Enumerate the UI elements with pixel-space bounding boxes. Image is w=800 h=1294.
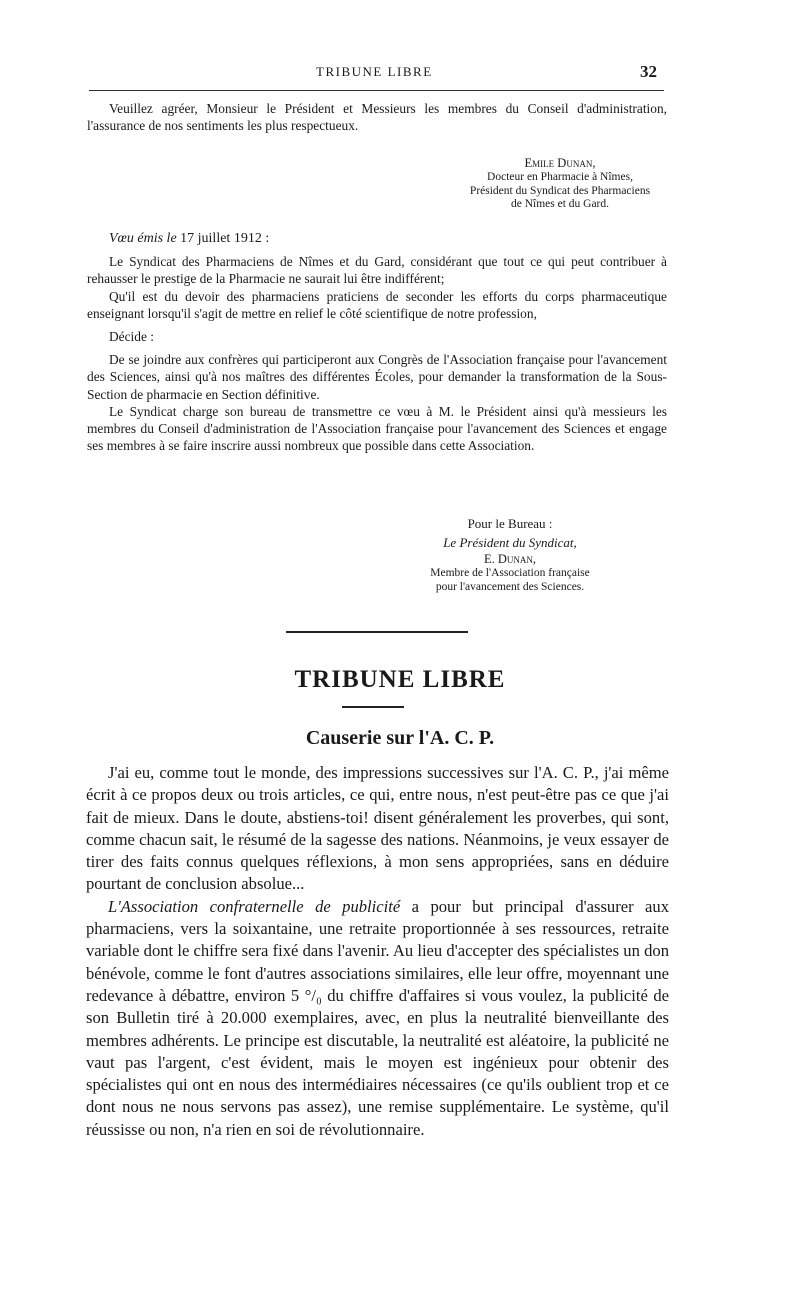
article-body: [86, 762, 669, 1141]
letter-signature: [440, 156, 680, 212]
running-title: TRIBUNE LIBRE: [316, 64, 433, 79]
article-para-2: [86, 896, 669, 1141]
running-header: [0, 62, 800, 82]
resolution-decide: Décide :: [109, 329, 154, 345]
section-divider: [286, 631, 468, 633]
page-number: 32: [640, 62, 657, 81]
resolution-signature-line-2: Le Président du Syndicat,: [443, 535, 577, 550]
resolution-para-3: De se joindre aux confrères qui participeront aux Congrès de l'Association française pour l'avancement des Sciences, ainsi qu'à nos maîtres des différentes Écoles, pour demander la transformation de la Sous-Section de pharmacie en Section définitive.: [87, 352, 667, 402]
resolution-para-1: Le Syndicat des Pharmaciens de Nîmes et du Gard, considérant que tout ce qui peut contribuer à rehausser le prestige de la Pharmacie ne saurait lui être indifférent;: [87, 254, 667, 287]
signature-title-2: Président du Syndicat des Pharmaciens: [469, 184, 651, 197]
resolution-signature-line-1: Pour le Bureau :: [467, 516, 553, 531]
resolution-signature-name: E. Dunan,: [483, 552, 537, 566]
resolution-heading: [87, 230, 667, 247]
section-title: TRIBUNE LIBRE: [294, 666, 506, 693]
resolution-signature: [390, 514, 630, 594]
letter-closing: [87, 100, 667, 134]
signature-title-3: de Nîmes et du Gard.: [510, 198, 610, 210]
resolution-heading-date: 17 juillet 1912 :: [180, 231, 270, 246]
resolution-para-4: Le Syndicat charge son bureau de transmettre ce vœu à M. le Président ainsi qu'à messieurs les membres du Conseil d'administration de l'Association française pour l'avancement des Sciences et engage ses membres à se faire inscrire aussi nombreux que possible dans cette Association.: [87, 403, 667, 454]
header-rule: [89, 90, 664, 91]
article-para-2-italic: L'Association confraternelle de publicité: [108, 896, 401, 916]
resolution-para-2: Qu'il est du devoir des pharmaciens praticiens de seconder les efforts du corps pharmaceutique enseignant lorsqu'il s'agit de mettre en relief le côté scientifique de notre profession,: [87, 288, 667, 321]
resolution-heading-italic: Vœu émis le: [109, 231, 177, 246]
article-title: Causerie sur l'A. C. P.: [305, 727, 495, 749]
signature-title-1: Docteur en Pharmacie à Nîmes,: [487, 171, 633, 183]
resolution-signature-line-3: Membre de l'Association française: [430, 567, 590, 579]
letter-closing-text: Veuillez agréer, Monsieur le Président et Messieurs les membres du Conseil d'administration, l'assurance de nos sentiments les plus respectueux.: [87, 101, 667, 134]
resolution-text: [87, 230, 667, 454]
title-underline: [342, 706, 404, 708]
article-para-1: J'ai eu, comme tout le monde, des impressions successives sur l'A. C. P., j'ai même écrit à ce propos deux ou trois articles, ce qui, entre nous, n'est peut-être pas ce que j'ai fait de mieux. Dans le doute, abstiens-toi! disent généralement les proverbes, qui sont, comme chacun sait, le résumé de la sagesse des nations. Néanmoins, je veux essayer de tirer des faits connus quelques réflexions, à mon sens appropriées, sans en déduire pourtant de conclusion absolue...: [86, 763, 669, 894]
resolution-signature-line-4: pour l'avancement des Sciences.: [435, 580, 585, 593]
signature-name: Emile Dunan,: [524, 156, 596, 170]
article-para-2-text: a pour but principal d'assurer aux pharmaciens, vers la soixantaine, une retraite proportionnée à ses ressources, retraite variable dont le chiffre sera fixé dans l'avenir. Au lieu d'accepter des spécialistes un don bénévole, comme le font d'autres associations similaires, elle leur offre, moyennant une redevance à débattre, environ 5 °/₀ du chiffre d'affaires si vous voulez, la publicité de son Bulletin tiré à 20.000 exemplaires, avec, en plus la neutralité bienveillante des membres adhérents. Le principe est discutable, la neutralité est aléatoire, la publicité ne vaut pas l'argent, c'est évident, mais le moyen est ingénieux pour obtenir des spécialistes qui ont en nous des intermédiaires nécessaires (ce qu'ils oublient trop et ce dont nous ne nous servons pas assez), une remise supplémentaire. Le système, qu'il réussisse ou non, n'a rien en soi de révolutionnaire.: [86, 896, 670, 1139]
